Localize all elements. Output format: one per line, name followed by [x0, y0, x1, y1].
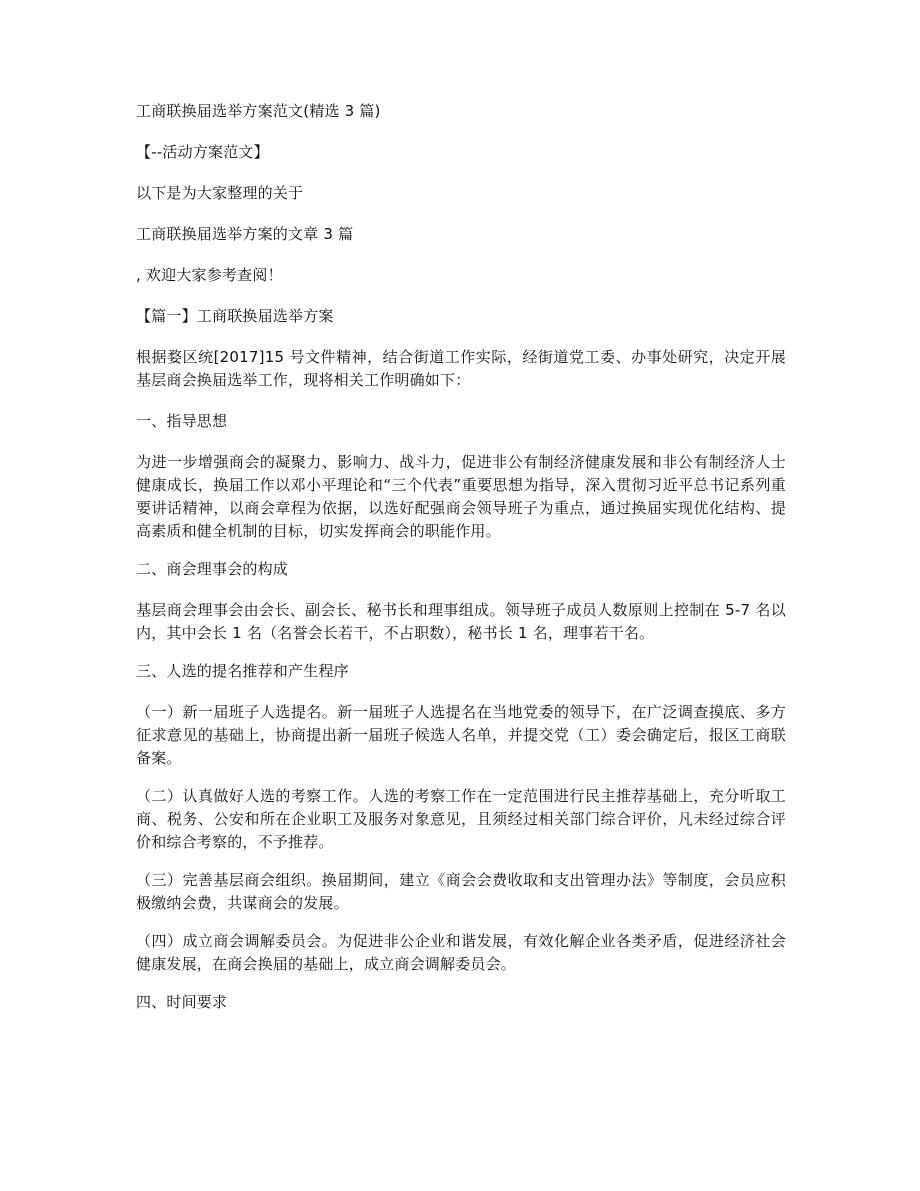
section-heading: 一、指导思想 [136, 412, 228, 430]
paragraph: （二）认真做好人选的考察工作。人选的考察工作在一定范围进行民主推荐基础上，充分听取工商、税务、公安和所在企业职工及服务对象意见，且须经过相关部门综合评价，凡未经过综合评价和综合考察的，不予推荐。 [136, 787, 786, 851]
intro-line: , 欢迎大家参考查阅！ [136, 266, 283, 284]
paragraph: （一）新一届班子人选提名。新一届班子人选提名在当地党委的领导下，在广泛调查摸底、多方征求意见的基础上，协商提出新一届班子候选人名单，并提交党（工）委会确定后，报区工商联备案。 [136, 703, 786, 767]
paragraph: 基层商会理事会由会长、副会长、秘书长和理事组成。领导班子成员人数原则上控制在 5-7 名以内，其中会长 1 名（名誉会长若干，不占职数），秘书长 1 名，理事若干名。 [136, 601, 786, 642]
paragraph: （四）成立商会调解委员会。为促进非公企业和谐发展，有效化解企业各类矛盾，促进经济社会健康发展，在商会换届的基础上，成立商会调解委员会。 [136, 932, 786, 973]
paragraph: 为进一步增强商会的凝聚力、影响力、战斗力，促进非公有制经济健康发展和非公有制经济人士健康成长，换届工作以邓小平理论和“三个代表”重要思想为指导，深入贯彻习近平总书记系列重要讲话精神，以商会章程为依据，以选好配强商会领导班子为重点，通过换届实现优化结构、提高素质和健全机制的目标，切实发挥商会的职能作用。 [136, 453, 786, 540]
paragraph: （三）完善基层商会组织。换届期间，建立《商会会费收取和支出管理办法》等制度，会员应积极缴纳会费，共谋商会的发展。 [136, 871, 786, 912]
section-heading: 三、人选的提名推荐和产生程序 [136, 662, 349, 680]
document-page [136, 100, 786, 1032]
section-heading: 二、商会理事会的构成 [136, 560, 289, 578]
intro-line: 工商联换届选举方案的文章 3 篇 [136, 225, 354, 243]
document-title: 工商联换届选举方案范文(精选 3 篇) [136, 102, 381, 120]
section-heading: 四、时间要求 [136, 993, 228, 1011]
article-heading: 【篇一】工商联换届选举方案 [136, 307, 334, 325]
basis-paragraph: 根据婺区统[2017]15 号文件精神，结合街道工作实际，经街道党工委、办事处研究，决定开展基层商会换届选举工作，现将相关工作明确如下： [136, 348, 786, 389]
intro-line: 以下是为大家整理的关于 [136, 184, 304, 202]
category-tag: 【--活动方案范文】 [136, 143, 269, 161]
